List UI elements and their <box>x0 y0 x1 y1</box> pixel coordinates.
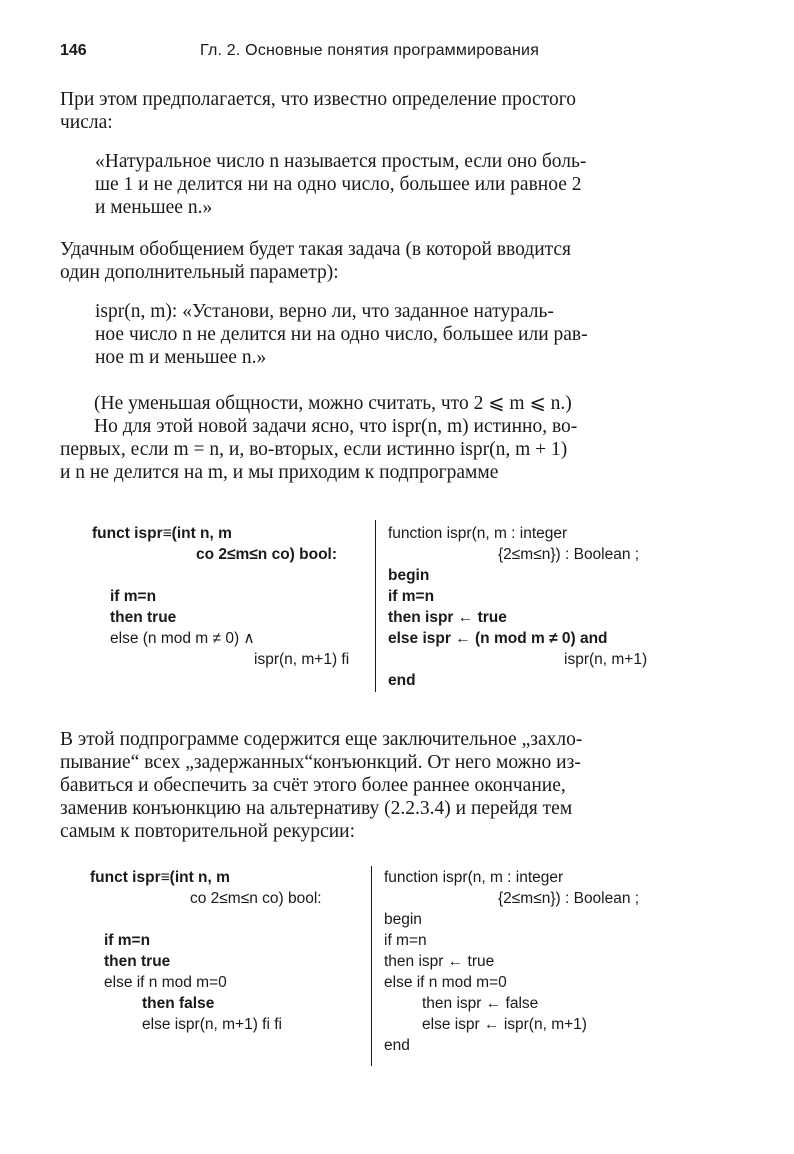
code-line: ispr(n, m+1) <box>564 651 648 668</box>
code-line: end <box>388 672 416 689</box>
code-line: ispr(n, m+1) fi <box>254 651 350 668</box>
text-line: ше 1 и не делится ни на одно число, большее или равное 2 <box>95 174 582 195</box>
code-algol-2 <box>90 868 370 1038</box>
text-line: Удачным обобщением будет такая задача (в которой вводится <box>60 239 572 260</box>
column-divider <box>375 520 376 692</box>
text-line: пывание“ всех „задержанных“конъюнкций. От него можно из- <box>60 752 581 773</box>
text-line: самым к повторительной рекурсии: <box>60 821 356 842</box>
code-line: funct ispr≡(int n, m <box>92 525 232 542</box>
code-line: co 2≤m≤n co) bool: <box>190 890 322 907</box>
chapter-title: Гл. 2. Основные понятия программирования <box>200 42 540 59</box>
code-line: if m=n <box>388 588 435 605</box>
text-line: В этой подпрограмме содержится еще заключительное „захло- <box>60 729 583 750</box>
code-line: then ispr ← false <box>422 995 539 1012</box>
code-line: else if n mod m=0 <box>384 974 507 991</box>
code-line: funct ispr≡(int n, m <box>90 869 230 886</box>
code-line: else if n mod m=0 <box>104 974 227 991</box>
text-line: заменив конъюнкцию на альтернативу (2.2.3.4) и перейдя тем <box>60 798 573 819</box>
text-line: «Натуральное число n называется простым, если оно боль- <box>95 151 587 172</box>
code-line: {2≤m≤n}) : Boolean ; <box>498 890 640 907</box>
code-line: if m=n <box>110 588 157 605</box>
code-line: co 2≤m≤n co) bool: <box>196 546 338 563</box>
code-line: {2≤m≤n}) : Boolean ; <box>498 546 640 563</box>
code-line: end <box>384 1037 410 1054</box>
code-line: if m=n <box>384 932 427 949</box>
page-number: 146 <box>60 42 87 59</box>
text-line: один дополнительный параметр): <box>60 262 339 283</box>
text-line: числа: <box>60 112 113 133</box>
code-pascal-2 <box>384 868 684 1068</box>
code-algol-1 <box>92 524 372 694</box>
code-line: then false <box>142 995 215 1012</box>
code-line: then ispr ← true <box>384 953 495 970</box>
text-line: и меньшее n.» <box>95 197 213 218</box>
code-line: if m=n <box>104 932 151 949</box>
code-line: else ispr ← (n mod m ≠ 0) and <box>388 630 608 647</box>
text-line: (Не уменьшая общности, можно считать, что 2 ⩽ m ⩽ n.) <box>94 393 572 414</box>
text-line: ное m и меньшее n.» <box>95 347 267 368</box>
code-line: begin <box>388 567 430 584</box>
code-line: function ispr(n, m : integer <box>388 525 568 542</box>
text-line: ispr(n, m): «Установи, верно ли, что заданное натураль- <box>95 301 554 322</box>
code-line: then true <box>104 953 171 970</box>
text-line: Но для этой новой задачи ясно, что ispr(n, m) истинно, во- <box>94 416 578 437</box>
code-line: begin <box>384 911 422 928</box>
paragraph-generalization <box>60 238 700 284</box>
code-line: then ispr ← true <box>388 609 507 626</box>
text-line: При этом предполагается, что известно определение простого <box>60 89 576 110</box>
text-line: первых, если m = n, и, во-вторых, если истинно ispr(n, m + 1) <box>60 439 568 460</box>
paragraph-tail-recursion <box>60 728 700 843</box>
text-line: бавиться и обеспечить за счёт этого более раннее окончание, <box>60 775 566 796</box>
code-line: else (n mod m ≠ 0) ∧ <box>110 630 255 647</box>
quote-prime-definition <box>95 150 700 219</box>
paragraph-intro <box>60 88 700 134</box>
paragraph-analysis <box>60 392 700 484</box>
text-line: и n не делится на m, и мы приходим к подпрограмме <box>60 462 499 483</box>
column-divider <box>371 866 372 1066</box>
code-line: else ispr(n, m+1) fi fi <box>142 1016 282 1033</box>
code-line: else ispr ← ispr(n, m+1) <box>422 1016 587 1033</box>
code-line: function ispr(n, m : integer <box>384 869 564 886</box>
text-line: ное число n не делится ни на одно число, большее или рав- <box>95 324 588 345</box>
code-line: then true <box>110 609 177 626</box>
quote-ispr-task <box>95 300 700 369</box>
code-pascal-1 <box>388 524 688 694</box>
